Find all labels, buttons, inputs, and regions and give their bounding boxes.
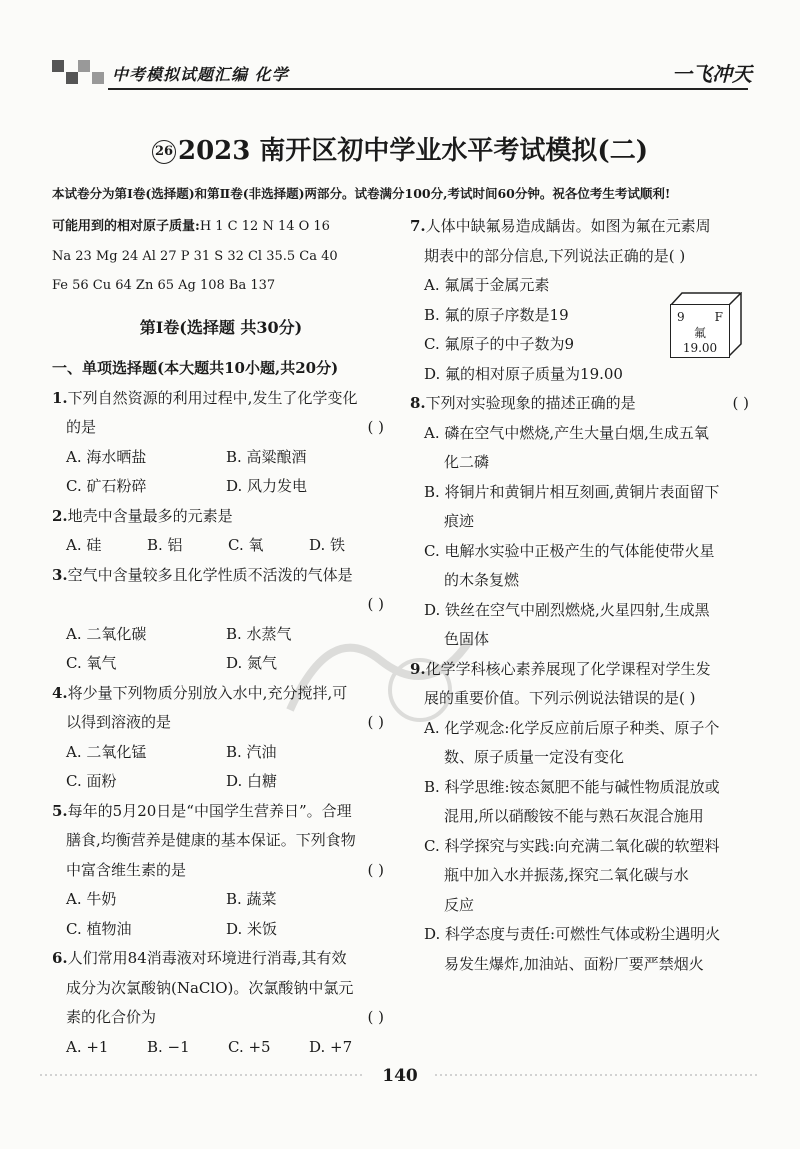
option-a-continued: 化二磷 [444,453,490,471]
question-6-line-2: 成分为次氯酸钠(NaClO)。次氯酸钠中氯元 [66,978,354,997]
option-a-continued: 数、原子质量一定没有变化 [444,748,625,766]
element-cell-figure [670,292,740,356]
question-number: 6. [52,949,68,967]
question-text: 将少量下列物质分别放入水中,充分搅拌,可 [67,683,348,702]
exam-title-text: 2023 南开区初中学业水平考试模拟(二) [177,136,649,166]
option-d: D. 白糖 [226,772,278,790]
atomic-mass-label: 可能用到的相对原子质量: [52,219,200,234]
option-a: A. 氟属于金属元素 [424,276,550,294]
question-text: 下列对实验现象的描述正确的是 [425,394,636,412]
question-6 [52,944,390,974]
option-d: D. 米饭 [226,919,278,938]
option-b: B. 汽油 [226,742,277,761]
question-number: 8. [410,394,426,412]
question-text: 下列自然资源的利用过程中,发生了化学变化 [67,388,358,407]
option-b: B. 蔬菜 [226,890,277,908]
exam-intro: 本试卷分为第Ⅰ卷(选择题)和第Ⅱ卷(非选择题)两部分。试卷满分100分,考试时间60分钟。祝各位考生考试顺利! [52,186,671,201]
atomic-number: 9 [677,310,685,324]
question-number: 7. [410,217,426,235]
question-6-options [52,1033,390,1063]
header-title: 中考模拟试题汇编 化学 [112,65,289,84]
option-c: C. 氧 [228,536,264,554]
option-a: A. 磷在空气中燃烧,产生大量白烟,生成五氧 [424,423,709,442]
option-b: B. 高粱酿酒 [226,447,307,466]
question-text: 空气中含量较多且化学性质不活泼的气体是 [67,565,353,584]
option-a: A. 硅 [66,536,102,554]
option-b-continued: 痕迹 [444,512,475,530]
option-c: C. 植物油 [66,919,132,938]
question-5-line-3 [52,856,390,886]
atomic-mass-line-1 [52,212,390,242]
question-number: 4. [52,683,68,702]
option-a: A. 化学观念:化学反应前后原子种类、原子个 [424,718,720,737]
question-text: 的是 [66,418,97,436]
atomic-mass-values-1: H 1 C 12 N 14 O 16 [199,219,330,234]
question-number: 1. [52,388,68,407]
option-a: A. 二氧化碳 [66,624,147,643]
option-a: A. 海水晒盐 [66,447,147,466]
exam-title [0,130,800,167]
question-number: 3. [52,565,68,584]
question-text: 人体中缺氟易造成龋齿。如图为氟在元素周 [425,217,711,235]
element-symbol: F [714,310,723,324]
option-c: C. 氟原子的中子数为9 [424,335,575,353]
element-name: 氟 [693,326,706,340]
option-c: C. 氧气 [66,654,117,672]
question-text: 展的重要价值。下列示例说法错误的是 [424,689,680,707]
question-text: 化学学科核心素养展现了化学课程对学生发 [425,659,711,678]
question-4-options-ab [52,738,390,768]
atomic-mass-line-2: Na 23 Mg 24 Al 27 P 31 S 32 Cl 35.5 Ca 40 [52,248,338,264]
question-7 [410,212,755,242]
option-c: C. 电解水实验中正极产生的气体能使带火星 [424,541,715,560]
option-c: C. 科学探究与实践:向充满二氧化碳的软塑料 [424,836,720,855]
section-heading: 第Ⅰ卷(选择题 共30分) [139,317,303,337]
answer-blank: ( ) [668,246,686,265]
option-b: B. −1 [147,1037,190,1056]
question-5-options-cd [52,915,390,945]
question-5-options-ab [52,885,390,915]
brand-logo: 一飞冲天 [672,62,752,86]
option-c-continued-2: 反应 [444,895,475,914]
option-b: B. 将铜片和黄铜片相互刻画,黄铜片表面留下 [424,482,720,501]
option-b: B. 水蒸气 [226,624,292,643]
option-b: B. 氟的原子序数是19 [424,305,569,324]
option-d: D. +7 [309,1037,353,1056]
answer-blank: ( ) [732,394,749,412]
question-1-options-cd [52,472,390,502]
option-d: D. 科学态度与责任:可燃性气体或粉尘遇明火 [424,925,721,943]
answer-blank: ( ) [367,418,384,436]
question-number: 2. [52,506,68,525]
question-text: 素的化合价为 [66,1008,157,1026]
question-7-line-2 [410,242,755,272]
question-1-options-ab [52,443,390,473]
question-number: 5. [52,801,68,820]
question-text: 每年的5月20日是“中国学生营养日”。合理 [67,801,352,820]
page-header [0,48,800,94]
option-b: B. 科学思维:铵态氮肥不能与碱性物质混放或 [424,777,720,796]
option-a: A. +1 [66,1037,109,1056]
option-a: A. 牛奶 [66,890,117,908]
answer-blank: ( ) [367,860,384,879]
page-footer [0,1060,800,1090]
option-a: A. 二氧化锰 [66,742,147,761]
option-d: D. 风力发电 [226,477,308,495]
option-c: C. 矿石粉碎 [66,477,147,495]
page-number: 140 [382,1066,418,1086]
answer-blank: ( ) [367,1008,384,1026]
question-text: 地壳中含量最多的元素是 [67,506,233,525]
question-1 [52,384,390,414]
question-number: 9. [410,659,426,678]
option-d: D. 氮气 [226,654,278,672]
option-d: D. 铁丝在空气中剧烈燃烧,火星四射,生成黑 [424,600,710,619]
question-text: 以得到溶液的是 [66,713,172,731]
question-4-options-cd [52,767,390,797]
element-cell-3d-side [728,292,742,358]
option-d-continued: 易发生爆炸,加油站、面粉厂要严禁烟火 [444,954,704,973]
question-6-line-3 [52,1003,390,1033]
element-cell [670,304,730,358]
question-2-options [52,531,390,561]
answer-blank: ( ) [679,689,696,707]
question-text: 人们常用84消毒液对环境进行消毒,其有效 [67,949,347,967]
option-d: D. 氟的相对原子质量为19.00 [424,364,623,383]
question-5 [52,797,390,827]
atomic-mass-line-3: Fe 56 Cu 64 Zn 65 Ag 108 Ba 137 [52,278,276,293]
question-8 [410,389,755,419]
part-heading: 一、单项选择题(本大题共10小题,共20分) [52,359,339,377]
atomic-mass: 19.00 [682,341,718,355]
question-3 [52,561,390,591]
watermark-logo [270,600,490,740]
option-d-continued: 色固体 [444,630,490,648]
question-1-line-2 [52,413,390,443]
question-text: 中富含维生素的是 [66,860,187,879]
question-2 [52,502,390,532]
option-c-continued: 的木条复燃 [444,571,520,589]
exam-number-badge: 26 [152,140,176,164]
question-text: 期表中的部分信息,下列说法正确的是 [424,246,669,265]
answer-blank: ( ) [367,595,384,613]
option-d: D. 铁 [309,536,346,554]
option-c-continued: 瓶中加入水并振荡,探究二氧化碳与水 [444,866,689,884]
header-decoration [52,60,104,86]
option-b: B. 铝 [147,536,183,554]
answer-blank: ( ) [367,713,384,731]
option-c: C. 面粉 [66,772,117,790]
header-rule [108,88,748,90]
question-5-line-2: 膳食,均衡营养是健康的基本保证。下列食物 [66,831,356,849]
option-b-continued: 混用,所以硝酸铵不能与熟石灰混合施用 [444,807,704,825]
option-c: C. +5 [228,1037,271,1056]
